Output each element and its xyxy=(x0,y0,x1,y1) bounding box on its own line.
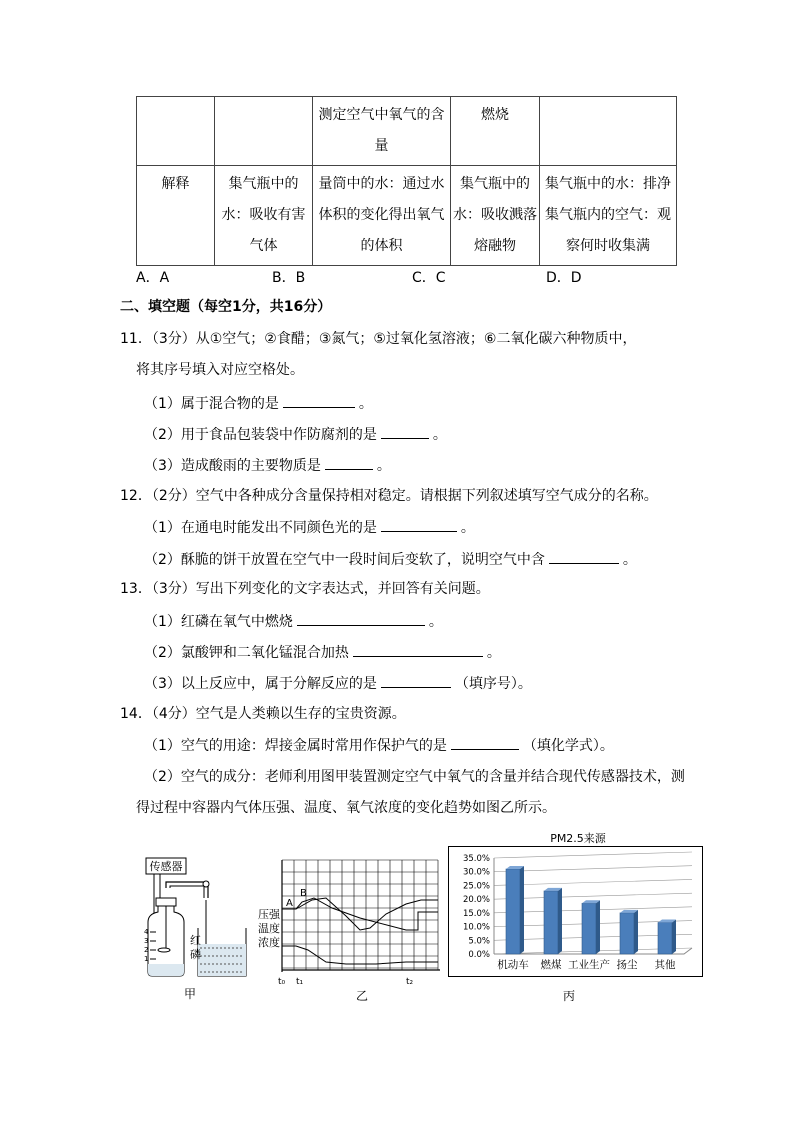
q12-part1-text: （1）在通电时能发出不同颜色光的是 xyxy=(144,520,377,536)
pm25-bar-chart xyxy=(448,828,704,978)
q14-part1-suffix: （填化学式）。 xyxy=(522,738,614,754)
table-cell: 集气瓶中的水：吸收溅落熔融物 xyxy=(451,166,540,266)
y-tick-label: 15.0% xyxy=(462,908,490,919)
answer-blank[interactable] xyxy=(451,735,519,750)
table-cell xyxy=(137,97,215,166)
y-tick-label: 0.0% xyxy=(468,950,490,960)
connecting-tube xyxy=(166,882,208,898)
table-cell xyxy=(215,97,313,166)
trend-graph xyxy=(256,858,442,990)
period: 。 xyxy=(460,520,475,536)
oxygen-curve xyxy=(282,946,438,964)
period: 。 xyxy=(432,427,447,443)
bar xyxy=(544,891,558,954)
q11-part3-text: （3）造成酸雨的主要物质是 xyxy=(144,458,321,474)
pressure-curve xyxy=(282,898,438,930)
bar xyxy=(658,922,672,954)
apparatus-figure xyxy=(140,852,260,982)
point-a-label: A xyxy=(286,898,293,909)
beaker-water xyxy=(198,944,246,976)
scale-label: 4 xyxy=(144,928,149,936)
section-title: 二、填空题（每空1分，共16分） xyxy=(120,299,332,315)
x-tick-label: t₁ xyxy=(296,977,304,987)
answer-blank[interactable] xyxy=(283,393,355,408)
y-tick-label: 5.0% xyxy=(468,936,490,947)
y-tick-label: 35.0% xyxy=(462,854,490,864)
q11-part1-text: （1）属于混合物的是 xyxy=(144,396,279,412)
q13-part3 xyxy=(144,673,532,694)
figure-caption-bing: 丙 xyxy=(563,989,576,1003)
sensor-label: 传感器 xyxy=(149,860,183,873)
q14-part2-cont: 得过程中容器内气体压强、温度、氧气浓度的变化趋势如图乙所示。 xyxy=(136,800,556,816)
table-row xyxy=(137,166,677,266)
figure-caption-jia: 甲 xyxy=(184,987,197,1001)
q12-part1 xyxy=(144,517,475,538)
q11-part2-text: （2）用于食品包装袋中作防腐剂的是 xyxy=(144,427,377,443)
scale-label: 3 xyxy=(144,937,149,945)
bar-side xyxy=(634,910,638,954)
q13-part2 xyxy=(144,642,501,663)
stopper xyxy=(156,898,176,906)
answer-blank[interactable] xyxy=(297,611,425,626)
q13-stem: 13．（3分）写出下列变化的文字表达式，并回答有关问题。 xyxy=(120,581,490,597)
x-tick-label: 燃煤 xyxy=(540,959,562,971)
table-cell: 量筒中的水：通过水体积的变化得出氧气的体积 xyxy=(313,166,451,266)
answer-blank[interactable] xyxy=(381,673,451,688)
temperature-curve xyxy=(296,898,438,930)
x-tick-label: 机动车 xyxy=(497,959,529,971)
q12-stem: 12．（2分）空气中各种成分含量保持相对稳定。请根据下列叙述填写空气成分的名称。 xyxy=(120,488,658,504)
bottle-water xyxy=(148,964,184,976)
q13-part1-text: （1）红磷在氧气中燃烧 xyxy=(144,614,293,630)
scale-label: 1 xyxy=(144,955,149,963)
bar xyxy=(506,869,520,954)
curve-label-pressure: 压强 xyxy=(258,908,280,921)
x-tick-label: 工业生产 xyxy=(568,959,610,971)
figure-caption-yi: 乙 xyxy=(356,989,369,1003)
curve-label-concentration: 浓度 xyxy=(258,936,280,949)
period: 。 xyxy=(622,552,637,568)
answer-blank[interactable] xyxy=(353,642,483,657)
answer-options xyxy=(136,267,696,287)
bar xyxy=(620,913,634,954)
chart-title: PM2.5来源 xyxy=(550,832,606,845)
table-cell: 燃烧 xyxy=(451,97,540,166)
period: 。 xyxy=(358,396,373,412)
scale-label: 2 xyxy=(144,946,149,954)
q12-part2 xyxy=(144,549,637,570)
answer-blank[interactable] xyxy=(381,517,457,532)
q14-part1-text: （1）空气的用途：焊接金属时常用作保护气的是 xyxy=(144,738,447,754)
q11-part1 xyxy=(144,393,373,414)
q11-stem: 11．（3分）从①空气；②食醋；③氮气；⑤过氧化氢溶液；⑥二氧化碳六种物质中， xyxy=(120,331,637,347)
q14-stem: 14．（4分）空气是人类赖以生存的宝贵资源。 xyxy=(120,706,406,722)
q13-part1 xyxy=(144,611,443,632)
y-tick-label: 30.0% xyxy=(462,867,490,878)
period: 。 xyxy=(486,645,501,661)
x-tick-label: t₂ xyxy=(406,977,414,987)
answer-blank[interactable] xyxy=(381,424,429,439)
y-tick-label: 10.0% xyxy=(462,922,490,933)
bar-side xyxy=(596,900,600,954)
clamp-icon xyxy=(203,881,209,887)
x-tick-label: 其他 xyxy=(654,959,676,971)
option-a[interactable]: A．A xyxy=(136,270,170,286)
q14-part2: （2）空气的成分：老师利用图甲装置测定空气中氧气的含量并结合现代传感器技术，测 xyxy=(144,769,685,785)
x-tick-label: 扬尘 xyxy=(616,959,638,971)
x-tick-label: t₀ xyxy=(278,977,286,987)
curve-label-temperature: 温度 xyxy=(258,922,280,935)
bar xyxy=(582,903,596,954)
point-b-label: B xyxy=(300,888,307,899)
q13-part2-text: （2）氯酸钾和二氧化锰混合加热 xyxy=(144,645,349,661)
period: 。 xyxy=(428,614,443,630)
y-tick-label: 25.0% xyxy=(462,881,490,892)
bar-side xyxy=(520,866,524,954)
q11-part3 xyxy=(144,455,391,476)
table-row xyxy=(137,97,677,166)
answer-blank[interactable] xyxy=(549,549,619,564)
phosphorus-label: 红 xyxy=(190,934,201,947)
phosphorus-label: 磷 xyxy=(190,948,201,961)
q11-part2 xyxy=(144,424,447,445)
option-b[interactable]: B．B xyxy=(272,270,306,286)
option-d[interactable]: D．D xyxy=(546,270,582,286)
y-tick-label: 20.0% xyxy=(462,895,490,906)
experiment-table xyxy=(136,96,677,266)
option-c[interactable]: C．C xyxy=(412,270,446,286)
q14-part1 xyxy=(144,735,614,756)
table-cell: 测定空气中氧气的含量 xyxy=(313,97,451,166)
table-cell: 解释 xyxy=(137,166,215,266)
q11-stem-cont: 将其序号填入对应空格处。 xyxy=(136,362,304,378)
table-cell: 集气瓶中的水：吸收有害气体 xyxy=(215,166,313,266)
bar-side xyxy=(672,919,676,954)
grid xyxy=(282,860,438,970)
table-cell xyxy=(540,97,677,166)
table-cell: 集气瓶中的水：排净集气瓶内的空气：观察何时收集满 xyxy=(540,166,677,266)
answer-blank[interactable] xyxy=(325,455,373,470)
bar-side xyxy=(558,888,562,954)
period: 。 xyxy=(376,458,391,474)
q13-part3-text: （3）以上反应中，属于分解反应的是 xyxy=(144,676,377,692)
q12-part2-text: （2）酥脆的饼干放置在空气中一段时间后变软了，说明空气中含 xyxy=(144,552,545,568)
q13-part3-suffix: （填序号）。 xyxy=(454,676,532,692)
